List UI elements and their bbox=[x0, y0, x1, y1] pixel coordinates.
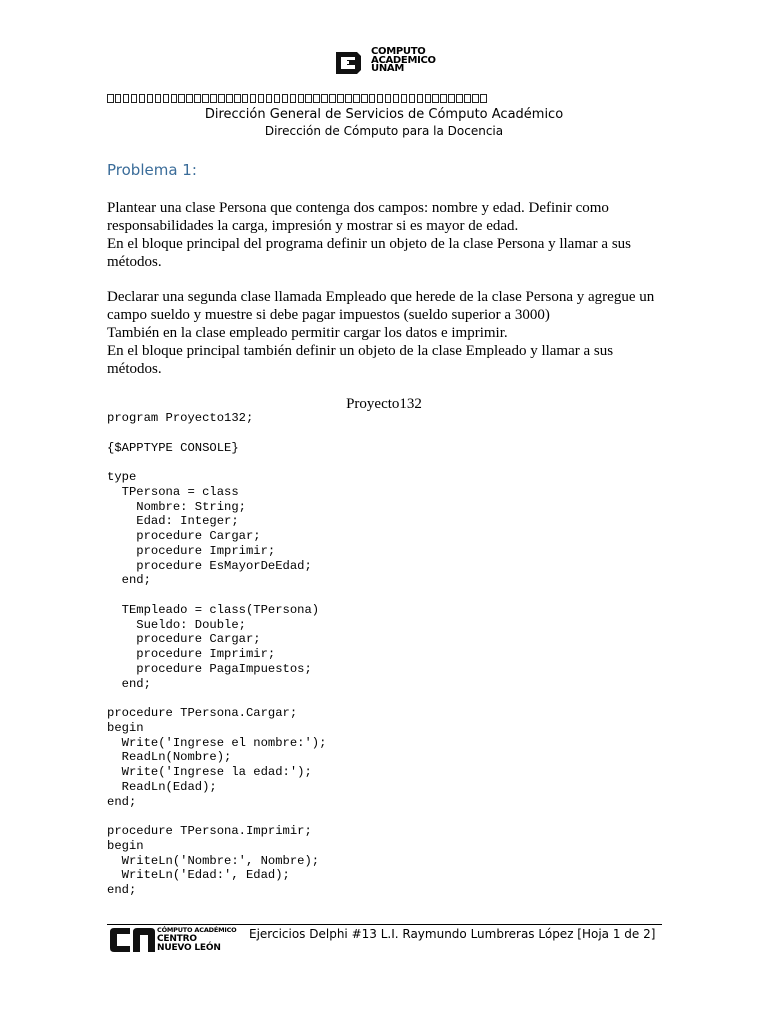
missing-glyph-box bbox=[194, 94, 201, 103]
missing-glyph-box bbox=[250, 94, 257, 103]
missing-glyph-box bbox=[186, 94, 193, 103]
missing-glyph-box bbox=[171, 94, 178, 103]
paragraph-line: En el bloque principal del programa definir un objeto de la clase Persona y llamar a sus bbox=[107, 236, 631, 252]
missing-glyph-box bbox=[226, 94, 233, 103]
paragraph-line: métodos. bbox=[107, 254, 162, 270]
logo-line: UNAM bbox=[371, 63, 404, 74]
missing-glyph-box bbox=[242, 94, 249, 103]
missing-glyph-box bbox=[321, 94, 328, 103]
footer-logo-line: CÓMPUTO ACADÉMICO bbox=[157, 926, 237, 934]
footer-divider bbox=[107, 924, 662, 925]
missing-glyph-box bbox=[123, 94, 130, 103]
paragraph-line: métodos. bbox=[107, 361, 162, 377]
missing-glyph-box bbox=[210, 94, 217, 103]
paragraph-line: En el bloque principal también definir un objeto de la clase Empleado y llamar a sus bbox=[107, 343, 614, 359]
problem-paragraph-2 bbox=[107, 288, 667, 378]
missing-glyph-box bbox=[274, 94, 281, 103]
missing-glyph-box bbox=[440, 94, 447, 103]
missing-glyph-box bbox=[155, 94, 162, 103]
logo-line: COMPUTO bbox=[371, 46, 426, 57]
missing-glyph-box bbox=[266, 94, 273, 103]
missing-glyph-box bbox=[448, 94, 455, 103]
missing-glyph-box bbox=[353, 94, 360, 103]
missing-glyph-box bbox=[456, 94, 463, 103]
logo-line: ACADEMICO bbox=[371, 54, 436, 66]
missing-glyph-box bbox=[258, 94, 265, 103]
problem-heading: Problema 1: bbox=[107, 161, 197, 179]
missing-glyph-box bbox=[361, 94, 368, 103]
org-name-line1: Dirección General de Servicios de Cómputo Académico bbox=[204, 107, 564, 122]
missing-glyph-box bbox=[393, 94, 400, 103]
missing-glyph-box bbox=[178, 94, 185, 103]
org-name-line2: Dirección de Cómputo para la Docencia bbox=[264, 124, 504, 138]
header-logo-text bbox=[371, 48, 436, 74]
missing-glyph-box bbox=[202, 94, 209, 103]
missing-glyph-box bbox=[401, 94, 408, 103]
missing-glyph-box bbox=[425, 94, 432, 103]
missing-glyph-box bbox=[409, 94, 416, 103]
paragraph-line: campo sueldo y muestre si debe pagar impuestos (sueldo superior a 3000) bbox=[107, 307, 550, 323]
missing-glyph-box bbox=[385, 94, 392, 103]
footer-text: Ejercicios Delphi #13 L.I. Raymundo Lumbreras López [Hoja 1 de 2] bbox=[249, 927, 656, 941]
footer-logo-line: NUEVO LEÓN bbox=[157, 942, 221, 953]
missing-glyph-box bbox=[234, 94, 241, 103]
missing-glyph-box bbox=[305, 94, 312, 103]
missing-glyph-row bbox=[107, 94, 487, 106]
code-title: Proyecto132 bbox=[346, 396, 422, 412]
missing-glyph-box bbox=[345, 94, 352, 103]
problem-paragraph-1 bbox=[107, 199, 667, 271]
missing-glyph-box bbox=[290, 94, 297, 103]
missing-glyph-box bbox=[163, 94, 170, 103]
missing-glyph-box bbox=[464, 94, 471, 103]
missing-glyph-box bbox=[139, 94, 146, 103]
footer-logo-text bbox=[157, 927, 236, 953]
missing-glyph-box bbox=[417, 94, 424, 103]
missing-glyph-box bbox=[480, 94, 487, 103]
paragraph-line: Plantear una clase Persona que contenga dos campos: nombre y edad. Definir como bbox=[107, 200, 609, 216]
footer-logo-line: CENTRO bbox=[157, 933, 197, 944]
missing-glyph-box bbox=[282, 94, 289, 103]
missing-glyph-box bbox=[313, 94, 320, 103]
missing-glyph-box bbox=[337, 94, 344, 103]
missing-glyph-box bbox=[472, 94, 479, 103]
paragraph-line: responsabilidades la carga, impresión y mostrar si es mayor de edad. bbox=[107, 218, 519, 234]
missing-glyph-box bbox=[107, 94, 114, 103]
code-listing: program Proyecto132; {$APPTYPE CONSOLE} type TPersona = class Nombre: String; Edad: Integer; procedure Cargar; procedure Imprimir; procedure EsMayorDeEdad; end; TEmpleado = class(TPersona) Sueldo: Double; procedure Cargar; procedure Imprimir; procedure PagaImpuestos; end; procedure TPersona.Cargar; begin Write('Ingrese el nombre:'); ReadLn(Nombre); Write('Ingrese la edad:'); ReadLn(Edad); end; procedure TPersona.Imprimir; begin WriteLn('Nombre:', Nombre); WriteLn('Edad:', Edad); end; bbox=[107, 411, 327, 897]
missing-glyph-box bbox=[115, 94, 122, 103]
missing-glyph-box bbox=[147, 94, 154, 103]
missing-glyph-box bbox=[298, 94, 305, 103]
missing-glyph-box bbox=[369, 94, 376, 103]
missing-glyph-box bbox=[377, 94, 384, 103]
paragraph-line: Declarar una segunda clase llamada Empleado que herede de la clase Persona y agregue un bbox=[107, 289, 655, 305]
paragraph-line: También en la clase empleado permitir cargar los datos e imprimir. bbox=[107, 325, 508, 341]
missing-glyph-box bbox=[432, 94, 439, 103]
missing-glyph-box bbox=[329, 94, 336, 103]
missing-glyph-box bbox=[218, 94, 225, 103]
missing-glyph-box bbox=[131, 94, 138, 103]
